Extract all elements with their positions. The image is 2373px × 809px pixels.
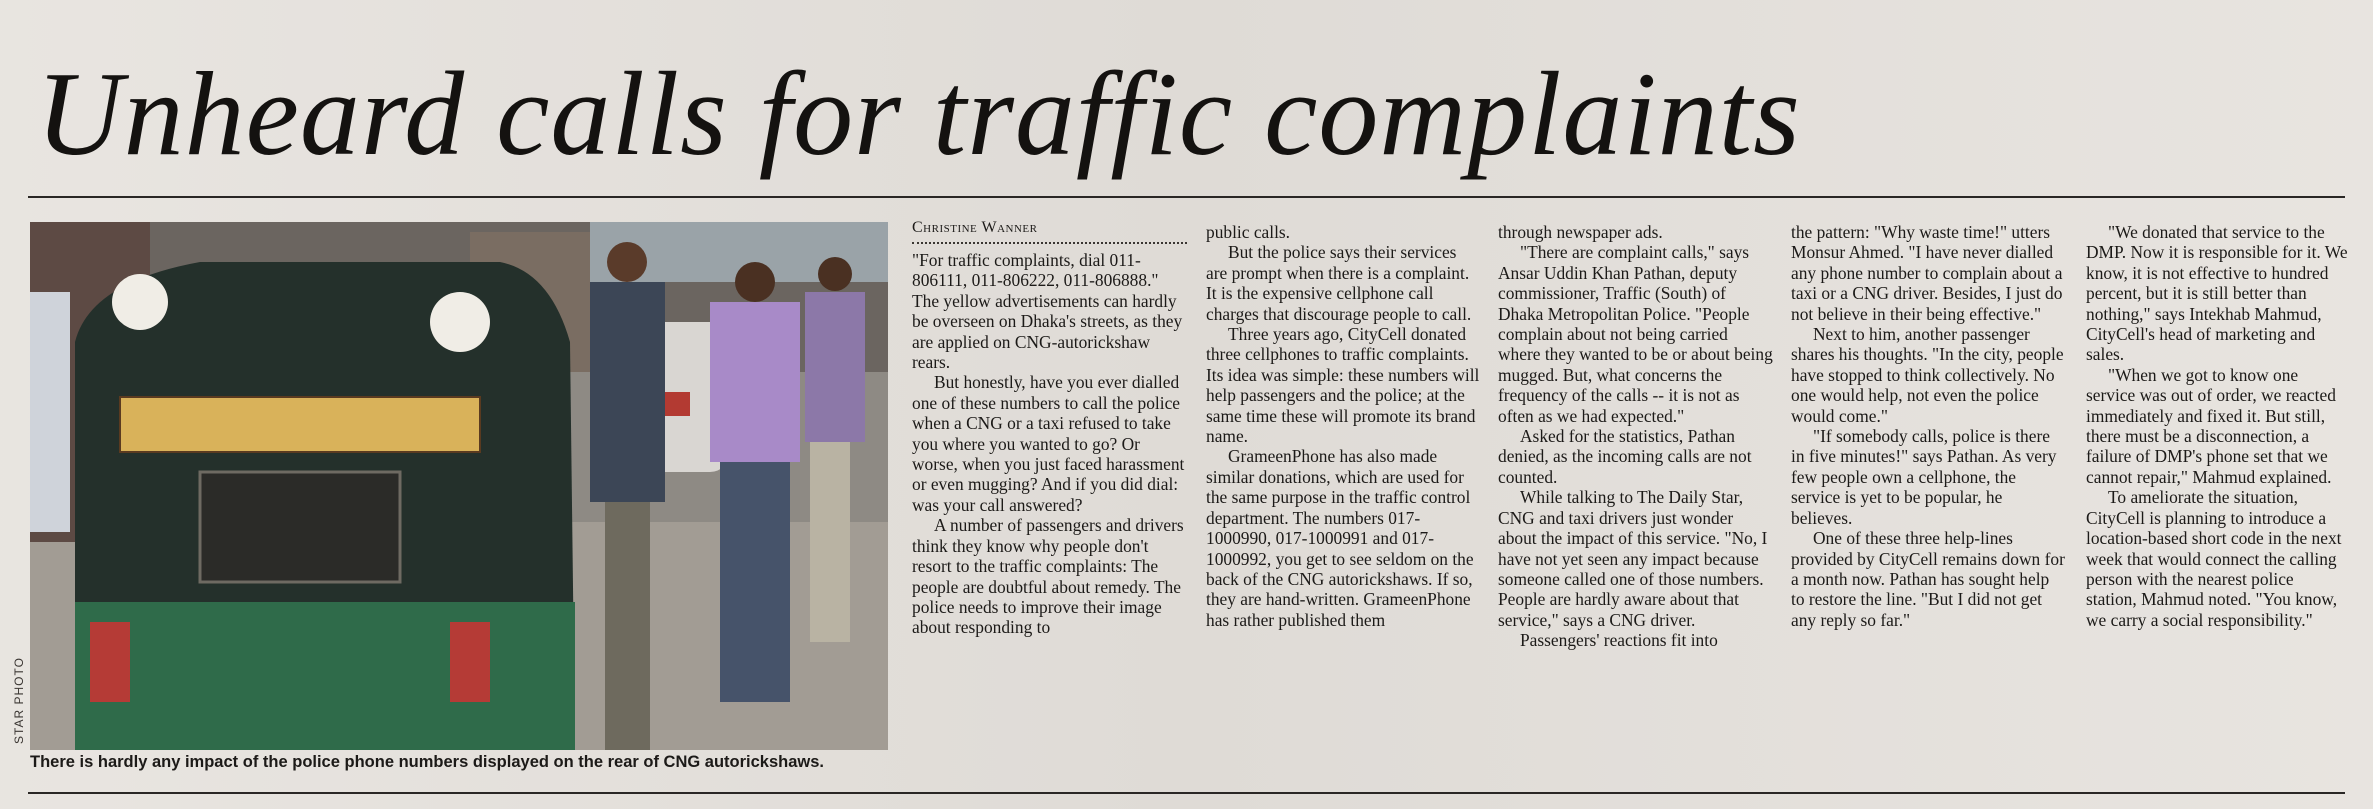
paragraph: "When we got to know one service was out of order, we reacted immediately and fixed it. But still, there must be a disconnection, a failure of DMP's phone set that we cannot repair," Mahmud explained.: [2086, 364, 2336, 487]
paragraph: Three years ago, CityCell donated three cellphones to traffic complaints. Its idea was simple: these numbers will help passengers and the police; at the same time these will promote its brand name.: [1206, 324, 1480, 447]
paragraph: A number of passengers and drivers think they know why people don't resort to the traffic complaints: The people are doubtful about remedy. The police needs to improve their image about responding to: [912, 515, 1184, 638]
article-photo: [30, 222, 888, 750]
paragraph: Asked for the statistics, Pathan denied, as the incoming calls are not counted.: [1498, 426, 1752, 487]
paragraph: One of these three help-lines provided by CityCell remains down for a month now. Pathan has sought help to restore the line. "But I did not get any reply so far.": [1791, 528, 2065, 630]
paragraph: But the police says their services are prompt when there is a complaint. It is the expensive cellphone call charges that discourage people to call.: [1206, 242, 1472, 324]
paragraph: GrameenPhone has also made similar donations, which are used for the same purpose in the traffic control department. The numbers 017-1000990, 017-1000991 and 017-1000992, you get to see seldom on the back of the CNG autorickshaws. If so, they are hand-written. GrameenPhone has rather published them: [1206, 446, 1474, 630]
photo-caption: There is hardly any impact of the police phone numbers displayed on the rear of CNG autorickshaws.: [30, 753, 825, 771]
byline: Christine Wanner: [912, 218, 1187, 244]
paragraph: To ameliorate the situation, CityCell is planning to introduce a location-based short code in the next week that would connect the calling person with the nearest police station, Mahmud noted. "You know, we carry a social responsibility.": [2086, 487, 2342, 630]
paragraph: "There are complaint calls," says Ansar Uddin Khan Pathan, deputy commissioner, Traffic (South) of Dhaka Metropolitan Police. "People complain about not being carried where they wanted to be or about being mugged. But, what concerns the frequency of the calls -- it is not as often as we had expected.": [1498, 242, 1773, 426]
article-column-3: [1498, 222, 1774, 788]
paragraph: "We donated that service to the DMP. Now it is responsible for it. We know, it is not effective to hundred percent, but it is still better than nothing," says Intekhab Mahmud, CityCell's head of marketing and sales.: [2086, 222, 2348, 365]
paragraph: While talking to The Daily Star, CNG and taxi drivers just wonder about the impact of this service. "No, I have not yet seen any impact because someone called one of those numbers. People are hardly aware about that service," says a CNG driver.: [1498, 487, 1768, 630]
paragraph: public calls.: [1206, 222, 1291, 242]
paragraph: "For traffic complaints, dial 011-806111, 011-806222, 011-806888." The yellow advertisements can hardly be overseen on Dhaka's streets, as they are applied on CNG-autorickshaw rears.: [912, 250, 1183, 373]
article-headline: Unheard calls for traffic complaints: [36, 47, 1801, 180]
article-column-2: [1206, 222, 1481, 788]
paragraph: But honestly, have you ever dialled one of these numbers to call the police when a CNG or a taxi refused to take you where you wanted to go? Or worse, when you just faced harassment or even mugging? And if you did dial: was your call answered?: [912, 372, 1185, 515]
bottom-rule: [28, 792, 2345, 794]
photo-credit: STAR PHOTO: [12, 657, 26, 744]
article-column-5: [2086, 222, 2348, 788]
paragraph: Passengers' reactions fit into: [1520, 630, 1718, 651]
paragraph: Next to him, another passenger shares his thoughts. "In the city, people have stopped to think collectively. No one would help, not even the police would come.": [1791, 324, 2064, 426]
headline-rule: [28, 196, 2345, 198]
article-column-4: [1791, 222, 2067, 788]
paragraph: "If somebody calls, police is there in five minutes!" says Pathan. As very few people own a cellphone, the service is yet to be popular, he believes.: [1791, 426, 2057, 528]
paragraph: through newspaper ads.: [1498, 222, 1663, 242]
article-column-1: [912, 218, 1187, 784]
paragraph: the pattern: "Why waste time!" utters Monsur Ahmed. "I have never dialled any phone number to complain about a taxi or a CNG driver. Besides, I just do not believe in their being effective.": [1791, 222, 2063, 324]
